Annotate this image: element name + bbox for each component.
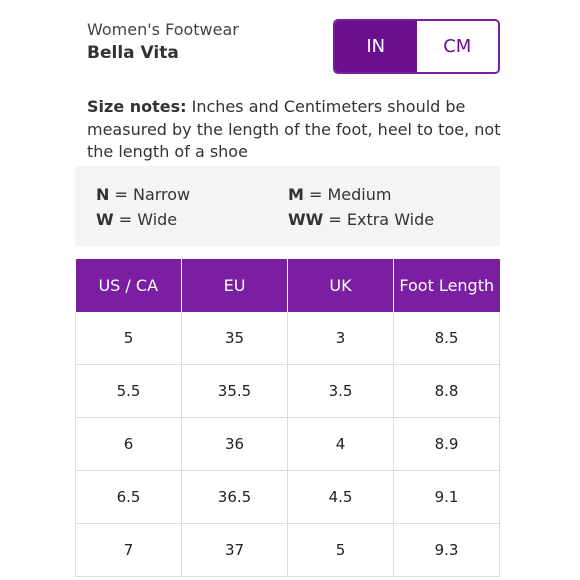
cell-us-ca: 6.5 <box>76 471 182 524</box>
legend-item-narrow <box>96 185 190 205</box>
legend-separator: = <box>113 210 138 229</box>
cell-us-ca: 5.5 <box>76 365 182 418</box>
size-table <box>75 259 500 577</box>
legend-meaning: Extra Wide <box>346 210 435 229</box>
table-row <box>76 365 500 418</box>
legend-separator: = <box>323 210 347 229</box>
cell-uk: 5 <box>288 524 394 577</box>
table-row <box>76 524 500 577</box>
table-row <box>76 471 500 524</box>
cell-foot-length: 8.8 <box>394 365 500 418</box>
legend-meaning: Wide <box>137 210 178 229</box>
legend-meaning: Medium <box>327 185 392 204</box>
cell-eu: 37 <box>182 524 288 577</box>
cell-eu: 35.5 <box>182 365 288 418</box>
legend-separator: = <box>303 185 328 204</box>
legend-code: M <box>288 185 304 204</box>
legend-item-wide <box>96 210 177 230</box>
size-notes <box>87 96 507 164</box>
cell-uk: 3 <box>288 312 394 365</box>
cell-us-ca: 6 <box>76 418 182 471</box>
unit-centimeters-button[interactable]: CM <box>417 21 499 72</box>
brand-name: Bella Vita <box>87 43 179 63</box>
legend-item-extra-wide <box>288 210 434 230</box>
unit-inches-button[interactable]: IN <box>335 21 417 72</box>
column-header-foot-length: Foot Length <box>394 259 500 312</box>
legend-code: W <box>96 210 114 229</box>
legend-separator: = <box>109 185 133 204</box>
cell-uk: 4.5 <box>288 471 394 524</box>
cell-uk: 4 <box>288 418 394 471</box>
cell-us-ca: 7 <box>76 524 182 577</box>
category-label: Women's Footwear <box>87 20 239 39</box>
width-legend <box>75 166 500 246</box>
column-header-uk: UK <box>288 259 394 312</box>
table-header-row <box>76 259 500 312</box>
cell-eu: 36 <box>182 418 288 471</box>
column-header-eu: EU <box>182 259 288 312</box>
page-header <box>87 20 239 65</box>
cell-eu: 35 <box>182 312 288 365</box>
table-row <box>76 312 500 365</box>
legend-code: N <box>96 185 110 204</box>
cell-foot-length: 9.3 <box>394 524 500 577</box>
cell-uk: 3.5 <box>288 365 394 418</box>
cell-foot-length: 9.1 <box>394 471 500 524</box>
cell-foot-length: 8.9 <box>394 418 500 471</box>
column-header-us-ca: US / CA <box>76 259 182 312</box>
table-row <box>76 418 500 471</box>
legend-item-medium <box>288 185 391 205</box>
cell-eu: 36.5 <box>182 471 288 524</box>
size-notes-label: Size notes: <box>87 97 187 116</box>
cell-us-ca: 5 <box>76 312 182 365</box>
legend-meaning: Narrow <box>132 185 191 204</box>
size-notes-text: Inches and Centimeters should be measured by the length of the foot, heel to toe, not the length of a shoe <box>87 97 501 161</box>
unit-toggle <box>333 19 500 74</box>
legend-code: WW <box>288 210 324 229</box>
cell-foot-length: 8.5 <box>394 312 500 365</box>
